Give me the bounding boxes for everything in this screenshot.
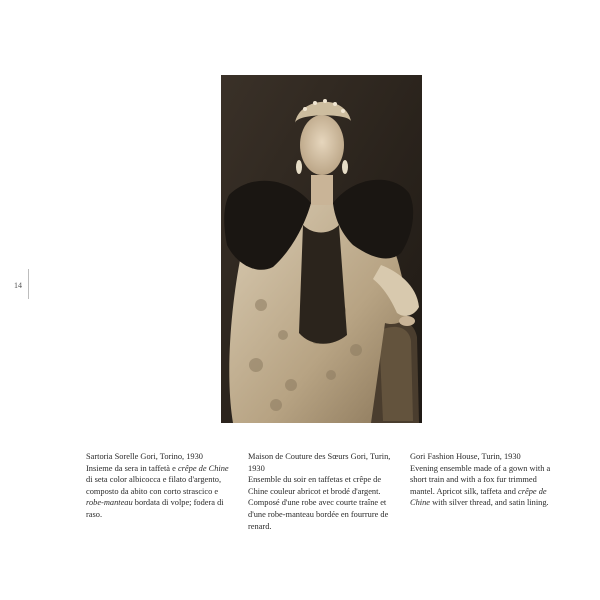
caption-french-heading: Maison de Couture des Sœurs Gori, Turin, 1930 <box>248 452 391 473</box>
caption-english-heading: Gori Fashion House, Turin, 1930 <box>410 452 521 461</box>
vintage-portrait-photo <box>221 75 422 423</box>
page-number: 14 <box>14 281 22 290</box>
caption-english <box>410 451 558 509</box>
caption-italian-body: Insieme da sera in taffetà e crêpe de Chine di seta color albicocca e filato d'argento, composto da abito con corto strascico e robe-manteau bordata di volpe; fodera di raso. <box>86 463 229 519</box>
caption-english-body: Evening ensemble made of a gown with a short train and with a fox fur trimmed mantel. Apricot silk, taffeta and crêpe de Chine with silver thread, and satin lining. <box>410 463 551 508</box>
caption-french-body: Ensemble du soir en taffetas et crêpe de Chine couleur abricot et brodé d'argent. Composé d'une robe avec courte traîne et d'une robe-manteau bordée en fourrure de renard. <box>248 475 389 531</box>
caption-french <box>248 451 396 532</box>
caption-italian-heading: Sartoria Sorelle Gori, Torino, 1930 <box>86 452 203 461</box>
margin-rule <box>28 269 29 299</box>
caption-italian <box>86 451 234 521</box>
